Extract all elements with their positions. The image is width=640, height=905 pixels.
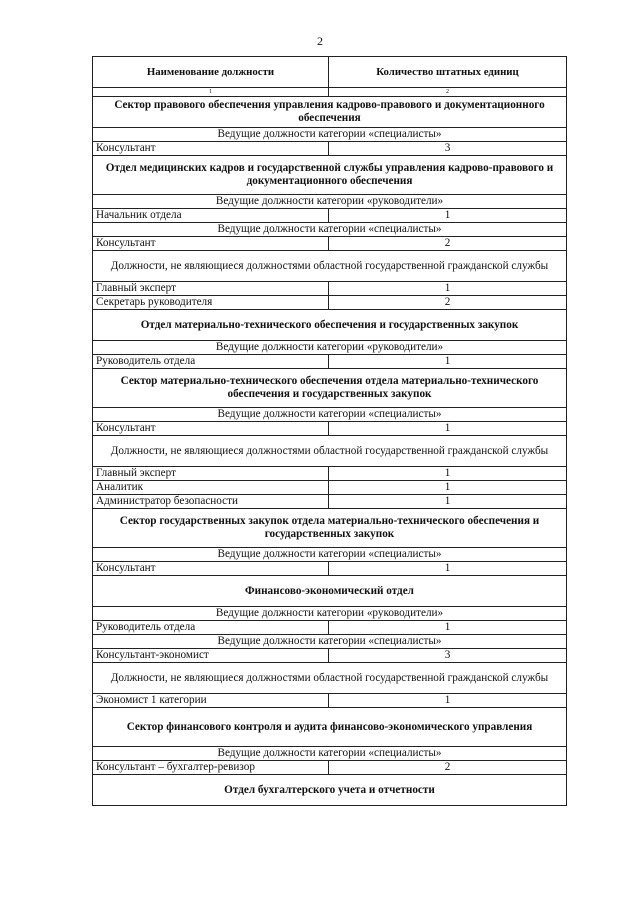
position-name: Консультант xyxy=(93,422,329,436)
position-name: Главный эксперт xyxy=(93,282,329,296)
position-row xyxy=(93,621,567,635)
category-row xyxy=(93,663,567,694)
position-name: Администратор безопасности xyxy=(93,495,329,509)
position-count: 1 xyxy=(329,209,567,223)
position-count: 1 xyxy=(329,495,567,509)
column-number-1: 1 xyxy=(93,88,329,97)
position-row xyxy=(93,355,567,369)
position-count: 3 xyxy=(329,142,567,156)
category-row xyxy=(93,607,567,621)
category-label: Ведущие должности категории «специалисты» xyxy=(93,548,567,562)
section-heading-row xyxy=(93,156,567,195)
table-body xyxy=(93,97,567,806)
position-count: 2 xyxy=(329,296,567,310)
section-heading-row xyxy=(93,708,567,747)
position-name: Консультант – бухгалтер-ревизор xyxy=(93,761,329,775)
category-row xyxy=(93,128,567,142)
position-row xyxy=(93,209,567,223)
position-row xyxy=(93,649,567,663)
position-row xyxy=(93,481,567,495)
category-label: Ведущие должности категории «руководители» xyxy=(93,195,567,209)
column-header-position-name: Наименование должности xyxy=(93,57,329,88)
section-heading: Отдел бухгалтерского учета и отчетности xyxy=(93,775,567,806)
category-label: Ведущие должности категории «руководители» xyxy=(93,341,567,355)
position-name: Консультант xyxy=(93,142,329,156)
section-heading-row xyxy=(93,97,567,128)
section-heading: Сектор правового обеспечения управления кадрово-правового и документационного обеспечения xyxy=(93,97,567,128)
position-row xyxy=(93,467,567,481)
section-heading-row xyxy=(93,509,567,548)
page-number: 2 xyxy=(317,34,323,48)
category-row xyxy=(93,548,567,562)
column-number-2: 2 xyxy=(329,88,567,97)
column-header-staff-count: Количество штатных единиц xyxy=(329,57,567,88)
position-row xyxy=(93,282,567,296)
position-row xyxy=(93,562,567,576)
position-count: 1 xyxy=(329,562,567,576)
category-row xyxy=(93,747,567,761)
position-count: 1 xyxy=(329,422,567,436)
section-heading-row xyxy=(93,775,567,806)
category-row xyxy=(93,436,567,467)
position-name: Начальник отдела xyxy=(93,209,329,223)
category-label: Должности, не являющиеся должностями областной государственной гражданской службы xyxy=(93,663,567,694)
position-row xyxy=(93,495,567,509)
category-label: Ведущие должности категории «специалисты» xyxy=(93,128,567,142)
position-count: 1 xyxy=(329,467,567,481)
position-name: Консультант xyxy=(93,562,329,576)
position-name: Экономист 1 категории xyxy=(93,694,329,708)
position-count: 3 xyxy=(329,649,567,663)
position-row xyxy=(93,142,567,156)
category-label: Должности, не являющиеся должностями областной государственной гражданской службы xyxy=(93,436,567,467)
section-heading-row xyxy=(93,576,567,607)
position-count: 1 xyxy=(329,694,567,708)
section-heading-row xyxy=(93,369,567,408)
category-row xyxy=(93,195,567,209)
category-row xyxy=(93,251,567,282)
section-heading: Сектор финансового контроля и аудита финансово-экономического управления xyxy=(93,708,567,747)
position-row xyxy=(93,237,567,251)
position-count: 1 xyxy=(329,481,567,495)
position-name: Консультант xyxy=(93,237,329,251)
position-row xyxy=(93,296,567,310)
position-count: 2 xyxy=(329,761,567,775)
column-number-row xyxy=(93,88,567,97)
section-heading: Отдел медицинских кадров и государственной службы управления кадрово-правового и документационного обеспечения xyxy=(93,156,567,195)
position-name: Руководитель отдела xyxy=(93,355,329,369)
category-row xyxy=(93,635,567,649)
category-label: Ведущие должности категории «руководители» xyxy=(93,607,567,621)
position-name: Консультант-экономист xyxy=(93,649,329,663)
section-heading: Финансово-экономический отдел xyxy=(93,576,567,607)
position-name: Аналитик xyxy=(93,481,329,495)
category-row xyxy=(93,341,567,355)
table-header-row xyxy=(93,57,567,88)
position-row xyxy=(93,694,567,708)
staffing-table xyxy=(92,56,567,806)
position-row xyxy=(93,422,567,436)
section-heading-row xyxy=(93,310,567,341)
category-label: Ведущие должности категории «специалисты» xyxy=(93,635,567,649)
category-label: Должности, не являющиеся должностями областной государственной гражданской службы xyxy=(93,251,567,282)
section-heading: Отдел материально-технического обеспечения и государственных закупок xyxy=(93,310,567,341)
category-row xyxy=(93,408,567,422)
section-heading: Сектор материально-технического обеспечения отдела материально-технического обеспечения и государственных закупок xyxy=(93,369,567,408)
position-name: Секретарь руководителя xyxy=(93,296,329,310)
position-count: 1 xyxy=(329,621,567,635)
position-count: 2 xyxy=(329,237,567,251)
category-label: Ведущие должности категории «специалисты» xyxy=(93,747,567,761)
position-row xyxy=(93,761,567,775)
position-name: Руководитель отдела xyxy=(93,621,329,635)
category-label: Ведущие должности категории «специалисты» xyxy=(93,223,567,237)
category-label: Ведущие должности категории «специалисты» xyxy=(93,408,567,422)
category-row xyxy=(93,223,567,237)
position-count: 1 xyxy=(329,282,567,296)
position-name: Главный эксперт xyxy=(93,467,329,481)
position-count: 1 xyxy=(329,355,567,369)
section-heading: Сектор государственных закупок отдела материально-технического обеспечения и государственных закупок xyxy=(93,509,567,548)
